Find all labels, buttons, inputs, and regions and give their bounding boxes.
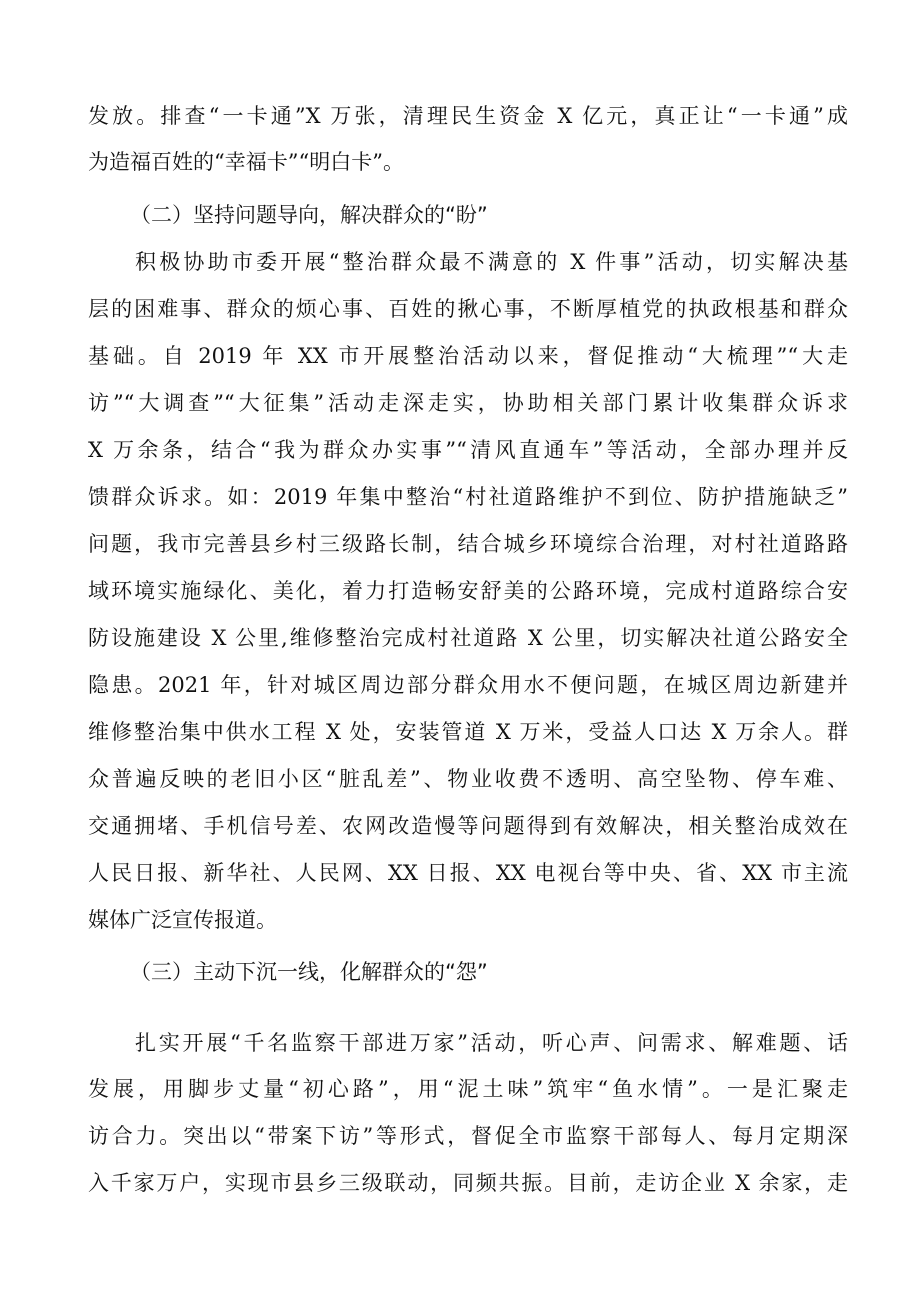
section-heading-2: （二）坚持问题导向，解决群众的“盼” — [130, 203, 488, 227]
paragraph-line: 为造福百姓的“幸福卡”“明白卡”。 — [88, 150, 404, 174]
paragraph-line: 维修整治集中供水工程 X 处，安装管道 X 万米，受益人口达 X 万余人。群 — [88, 720, 848, 744]
paragraph-line: 访”“大调查”“大征集”活动走深走实，协助相关部门累计收集群众诉求 — [88, 391, 848, 415]
paragraph-line: 隐患。2021 年，针对城区周边部分群众用水不便问题，在城区周边新建并 — [88, 673, 848, 697]
paragraph-line: 人民日报、新华社、人民网、XX 日报、XX 电视台等中央、省、XX 市主流 — [88, 861, 848, 885]
paragraph-line: 层的困难事、群众的烦心事、百姓的揪心事，不断厚植党的执政根基和群众 — [88, 297, 848, 321]
section-heading-3: （三）主动下沉一线，化解群众的“怨” — [130, 960, 488, 984]
paragraph-line: X 万余条，结合“我为群众办实事”“清风直通车”等活动，全部办理并反 — [88, 438, 848, 462]
paragraph-line: 发展，用脚步丈量“初心路”，用“泥土味”筑牢“鱼水情”。一是汇聚走 — [88, 1077, 848, 1101]
paragraph-line: 馈群众诉求。如：2019 年集中整治“村社道路维护不到位、防护措施缺乏” — [88, 485, 848, 509]
paragraph-line: 积极协助市委开展“整治群众最不满意的 X 件事”活动，切实解决基 — [135, 250, 848, 274]
paragraph-line: 访合力。突出以“带案下访”等形式，督促全市监察干部每人、每月定期深 — [88, 1124, 848, 1148]
paragraph-line: 问题，我市完善县乡村三级路长制，结合城乡环境综合治理，对村社道路路 — [88, 532, 848, 556]
paragraph-line: 防设施建设 X 公里,维修整治完成村社道路 X 公里，切实解决社道公路安全 — [88, 626, 848, 650]
paragraph-line: 媒体广泛宣传报道。 — [88, 908, 277, 932]
paragraph-line: 域环境实施绿化、美化，着力打造畅安舒美的公路环境，完成村道路综合安 — [88, 579, 848, 603]
paragraph-line: 入千家万户，实现市县乡三级联动，同频共振。目前，走访企业 X 余家，走 — [88, 1171, 848, 1195]
paragraph-line: 交通拥堵、手机信号差、农网改造慢等问题得到有效解决，相关整治成效在 — [88, 814, 848, 838]
paragraph-line: 发放。排查“一卡通”X 万张，清理民生资金 X 亿元，真正让“一卡通”成 — [88, 104, 848, 128]
paragraph-line: 扎实开展“千名监察干部进万家”活动，听心声、问需求、解难题、话 — [135, 1031, 848, 1055]
paragraph-line: 众普遍反映的老旧小区“脏乱差”、物业收费不透明、高空坠物、停车难、 — [88, 767, 848, 791]
paragraph-line: 基础。自 2019 年 XX 市开展整治活动以来，督促推动“大梳理”“大走 — [88, 344, 848, 368]
